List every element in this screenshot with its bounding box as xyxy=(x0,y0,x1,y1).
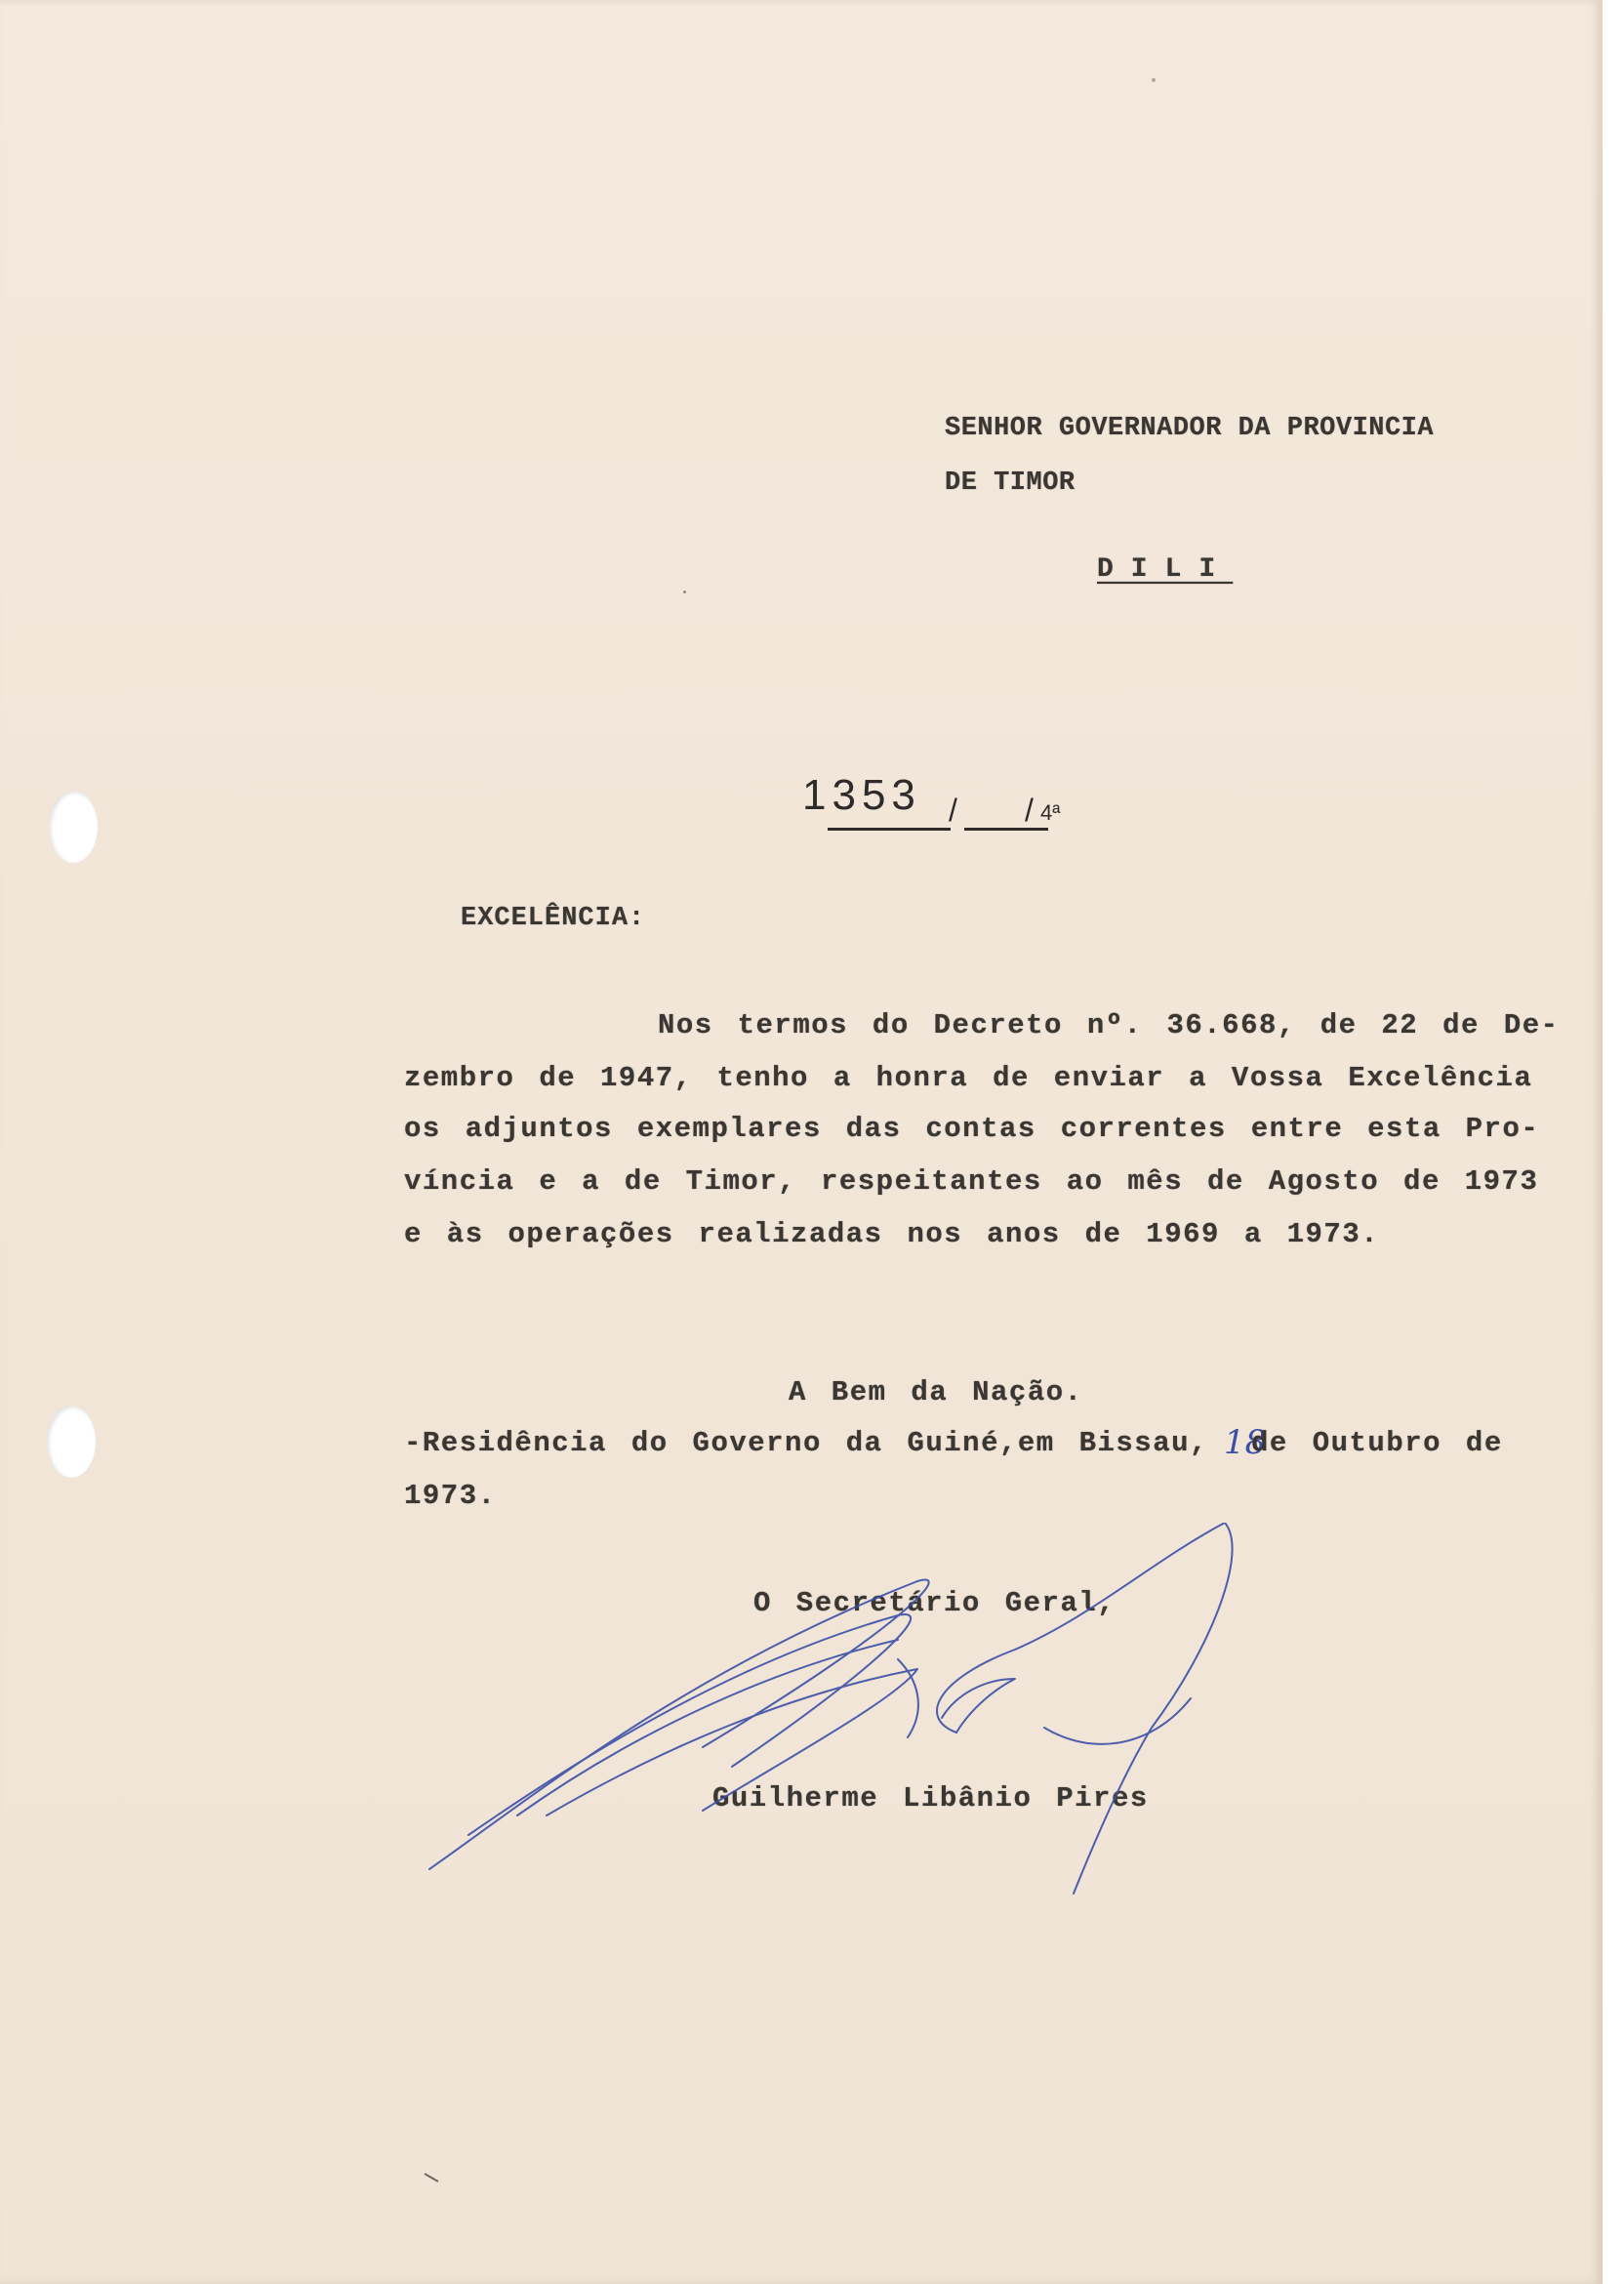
paper-speck xyxy=(1152,78,1156,82)
handwritten-signature xyxy=(410,1523,1249,1913)
recipient-line-2: DE TIMOR xyxy=(945,469,1076,498)
signatory-name: Guilherme Libânio Pires xyxy=(712,1782,1149,1815)
body-line: víncia e a de Timor, respeitantes ao mês de Agosto de 1973 xyxy=(404,1165,1539,1198)
body-line: zembro de 1947, tenho a honra de enviar a Vossa Excelência xyxy=(404,1062,1533,1094)
reference-slash-1: / xyxy=(949,793,957,828)
paper-speck xyxy=(425,2173,439,2182)
closing-motto: A Bem da Nação. xyxy=(789,1376,1083,1408)
closing-place-line: -Residência do Governo da Guiné,em Bissau, xyxy=(404,1427,1208,1459)
reference-underline-2 xyxy=(964,828,1048,831)
reference-number: 1353 xyxy=(802,771,921,819)
handwritten-day: 18 xyxy=(1224,1423,1267,1462)
paper-speck xyxy=(683,591,686,593)
signatory-role: O Secretário Geral, xyxy=(753,1587,1116,1619)
closing-date: de Outubro de xyxy=(1251,1427,1503,1459)
recipient-line-1: SENHOR GOVERNADOR DA PROVINCIA xyxy=(945,414,1435,443)
punch-hole-lower xyxy=(47,1406,96,1478)
closing-year: 1973. xyxy=(404,1480,497,1512)
reference-underline-1 xyxy=(828,828,951,831)
recipient-city: DILI xyxy=(1097,554,1234,585)
salutation: EXCELÊNCIA: xyxy=(461,904,646,933)
body-line: e às operações realizadas nos anos de 1969 a 1973. xyxy=(404,1218,1380,1250)
punch-hole-upper xyxy=(49,791,98,863)
body-line: Nos termos do Decreto nº. 36.668, de 22 de De- xyxy=(658,1009,1560,1041)
body-line: os adjuntos exemplares das contas correntes entre esta Pro- xyxy=(404,1113,1540,1145)
reference-suffix: 4ª xyxy=(1040,800,1061,825)
reference-slash-2: / xyxy=(1025,793,1034,828)
reference-number-block xyxy=(802,771,1095,839)
